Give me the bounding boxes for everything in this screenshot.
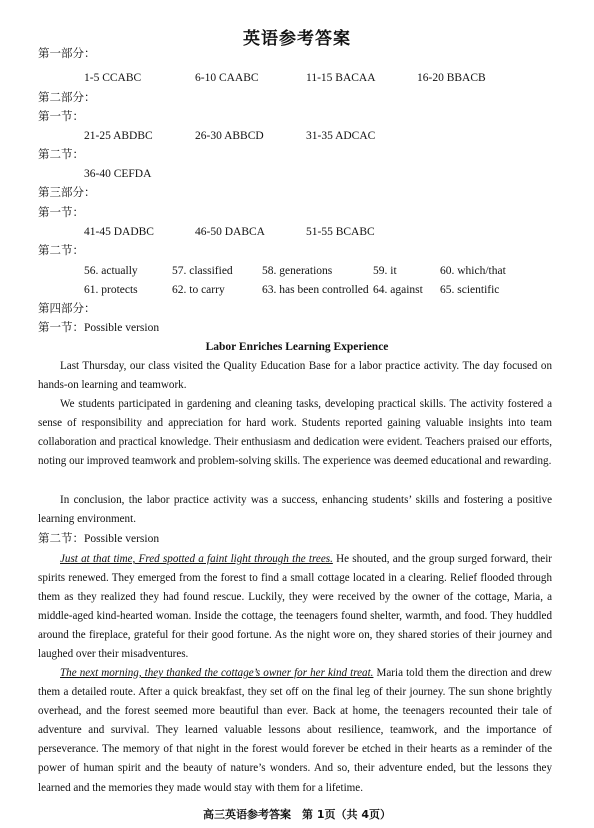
continuation-paragraph	[38, 664, 552, 798]
page-footer: 高三英语参考答案 第 1页（共 4页）	[203, 808, 391, 821]
answer-group: 11-15 BACAA	[306, 72, 376, 84]
part4-section1-heading: 第一节：Possible version	[38, 322, 160, 334]
answer-group: 1-5 CCABC	[84, 72, 142, 84]
paragraph-body: Maria told them the direction and drew them a detailed route. After a quick breakfast, they set off on the final leg of their journey. The sun shone brightly overhead, and the forest seemed more beautiful than ever. Back at home, the teenagers recounted their tale of adventure and survival. They learned valuable lessons about resilience, teamwork, and the importance of perseverance. The memory of that night in the forest would forever be etched in their hearts as a reminder of the power of human spirit and the beauty of nature’s wonders. And so, their adventure ended, but the lessons they learned and the memories they made would stay with them for a lifetime.	[38, 667, 552, 794]
answer-item: 65. scientific	[440, 284, 500, 296]
answer-group: 51-55 BCABC	[306, 226, 375, 238]
answer-group: 41-45 DADBC	[84, 226, 154, 238]
answer-group: 36-40 CEFDA	[84, 168, 152, 180]
part2-section1-heading: 第一节：	[38, 111, 84, 123]
part4-section2-heading: 第二节：Possible version	[38, 533, 160, 545]
answer-item: 57. classified	[172, 265, 233, 277]
part3-heading: 第三部分：	[38, 187, 96, 199]
answer-group: 21-25 ABDBC	[84, 130, 153, 142]
continuation-paragraph	[38, 550, 552, 665]
part3-section2-heading: 第二节：	[38, 245, 84, 257]
page-title: 英语参考答案	[243, 29, 351, 49]
essay-paragraph: We students participated in gardening and cleaning tasks, developing practical skills. The activity fostered a sense of responsibility and appreciation for hard work. Students reported gaining valuable insights into team collaboration and practical knowledge. Their enthusiasm and dedication were evident. Teachers praised our efforts, noting our improved teamwork and problem-solving skills. The experience was deemed educational and rewarding.	[38, 398, 552, 468]
essay-title: Labor Enriches Learning Experience	[205, 341, 389, 353]
answer-group: 46-50 DABCA	[195, 226, 265, 238]
part2-heading: 第二部分：	[38, 92, 96, 104]
answer-item: 64. against	[373, 284, 423, 296]
answer-group: 31-35 ADCAC	[306, 130, 376, 142]
answer-group: 26-30 ABBCD	[195, 130, 264, 142]
answer-item: 60. which/that	[440, 265, 506, 277]
paragraph-lead-sentence: The next morning, they thanked the cottage’s owner for her kind treat.	[60, 667, 374, 679]
part1-heading: 第一部分：	[38, 48, 96, 60]
essay-paragraph: In conclusion, the labor practice activity was a success, enhancing students’ skills and fostering a positive learning environment.	[38, 494, 552, 526]
part4-heading: 第四部分：	[38, 303, 96, 315]
answer-group: 6-10 CAABC	[195, 72, 259, 84]
answer-item: 61. protects	[84, 284, 138, 296]
paragraph-body: He shouted, and the group surged forward, their spirits renewed. They emerged from the forest to find a small cottage located in a clearing. Relief flooded through them as they realized they had found rescue. Luckily, they were received by the owner of the cottage, Maria, a middle-aged kind-hearted woman. Inside the cottage, the teenagers found shelter, warmth, and food. They huddled around the fireplace, grateful for their good fortune. As the night wore on, they shared stories of their journey and laughed over their misadventures.	[38, 553, 552, 661]
paragraph-lead-sentence: Just at that time, Fred spotted a faint light through the trees.	[60, 553, 333, 565]
answer-group: 16-20 BBACB	[417, 72, 486, 84]
answer-item: 59. it	[373, 265, 397, 277]
answer-item: 56. actually	[84, 265, 138, 277]
essay-paragraph: Last Thursday, our class visited the Quality Education Base for a labor practice activity. The day focused on hands-on learning and teamwork.	[38, 360, 552, 392]
answer-item: 58. generations	[262, 265, 333, 277]
part2-section2-heading: 第二节：	[38, 149, 84, 161]
answer-item: 63. has been controlled	[262, 284, 369, 296]
answer-item: 62. to carry	[172, 284, 225, 296]
part3-section1-heading: 第一节：	[38, 207, 84, 219]
